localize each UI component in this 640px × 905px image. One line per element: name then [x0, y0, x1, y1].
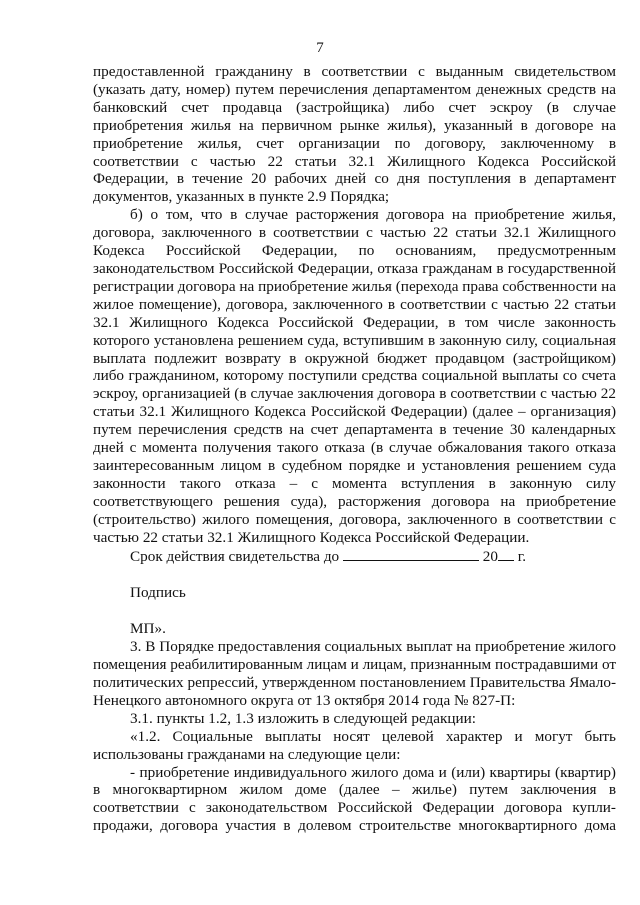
document-body [93, 63, 616, 835]
stamp-label: МП». [130, 620, 166, 638]
paragraph-continuation: предоставленной гражданину в соответствии с выданным свидетельством (указать дату, номер) путем перечисления департаментом денежных средств на банковский счет продавца (застройщика) либо счет эскроу (в случае приобретения жилья на первичном рынке жилья), указанный в договоре на приобретение жилья, счет организации по договору, заключенному в соответствии с частью 22 статьи 32.1 Жилищного Кодекса Российской Федерации, в течение 20 рабочих дней со дня поступления в департамент документов, указанных в пункте 2.9 Порядка; [93, 63, 616, 206]
paragraph-bullet: - приобретение индивидуального жилого дома и (или) квартиры (квартир) в многоквартирном жилом доме (далее – жилье) путем заключения в соответствии с законодательством Российской Федерации договора купли-продажи, договора участия в долевом строительстве многоквартирного дома [93, 763, 616, 835]
paragraph-1-2: «1.2. Социальные выплаты носят целевой характер и могут быть использованы гражданами на следующие цели: [93, 727, 616, 763]
paragraph-b: б) о том, что в случае расторжения договора на приобретение жилья, договора, заключенного в соответствии с частью 22 статьи 32.1 Жилищного Кодекса Российской Федерации, по основаниям, предусмотренным законодательством Российской Федерации, отказа гражданам в государственной регистрации договора на приобретение жилья (перехода права собственности на жилое помещение), договора, заключенного в соответствии с частью 22 статьи 32.1 Жилищного Кодекса Российской Федерации, в том числе законность которого установлена решением суда, вступившим в законную силу, социальная выплата подлежит возврату в окружной бюджет продавцом (застройщиком) либо гражданином, которому поступили средства социальной выплаты со счета эскроу, организацией (в случае заключения договора в соответствии с частью 22 статьи 32.1 Жилищного Кодекса Российской Федерации) (далее – организация) путем перечисления средств на счет департамента в течение 30 календарных дней с момента получения такого отказа (в случае обжалования такого отказа заинтересованным лицом в судебном порядке и установления решением суда законности такого отказа – с момента вступления в законную силу соответствующего решения суда), расторжения договора на приобретение (строительство) жилого помещения, договора, заключенного в соответствии с частью 22 статьи 32.1 Жилищного Кодекса Российской Федерации. [93, 206, 616, 546]
year-suffix: г. [517, 548, 527, 566]
date-blank-line [343, 548, 479, 561]
validity-prefix: Срок действия свидетельства до [130, 548, 340, 566]
page-number: 7 [316, 40, 324, 56]
signature-label: Подпись [130, 584, 186, 602]
validity-line [93, 548, 616, 566]
year-prefix: 20 [482, 548, 498, 566]
paragraph-3-1: 3.1. пункты 1.2, 1.3 изложить в следующей редакции: [130, 709, 476, 727]
paragraph-3: 3. В Порядке предоставления социальных выплат на приобретение жилого помещения реабилитированным лицам и лицам, признанным пострадавшими от политических репрессий, утвержденном постановлением Правительства Ямало-Ненецкого автономного округа от 13 октября 2014 года № 827-П: [93, 638, 616, 709]
year-blank-line [498, 548, 514, 561]
